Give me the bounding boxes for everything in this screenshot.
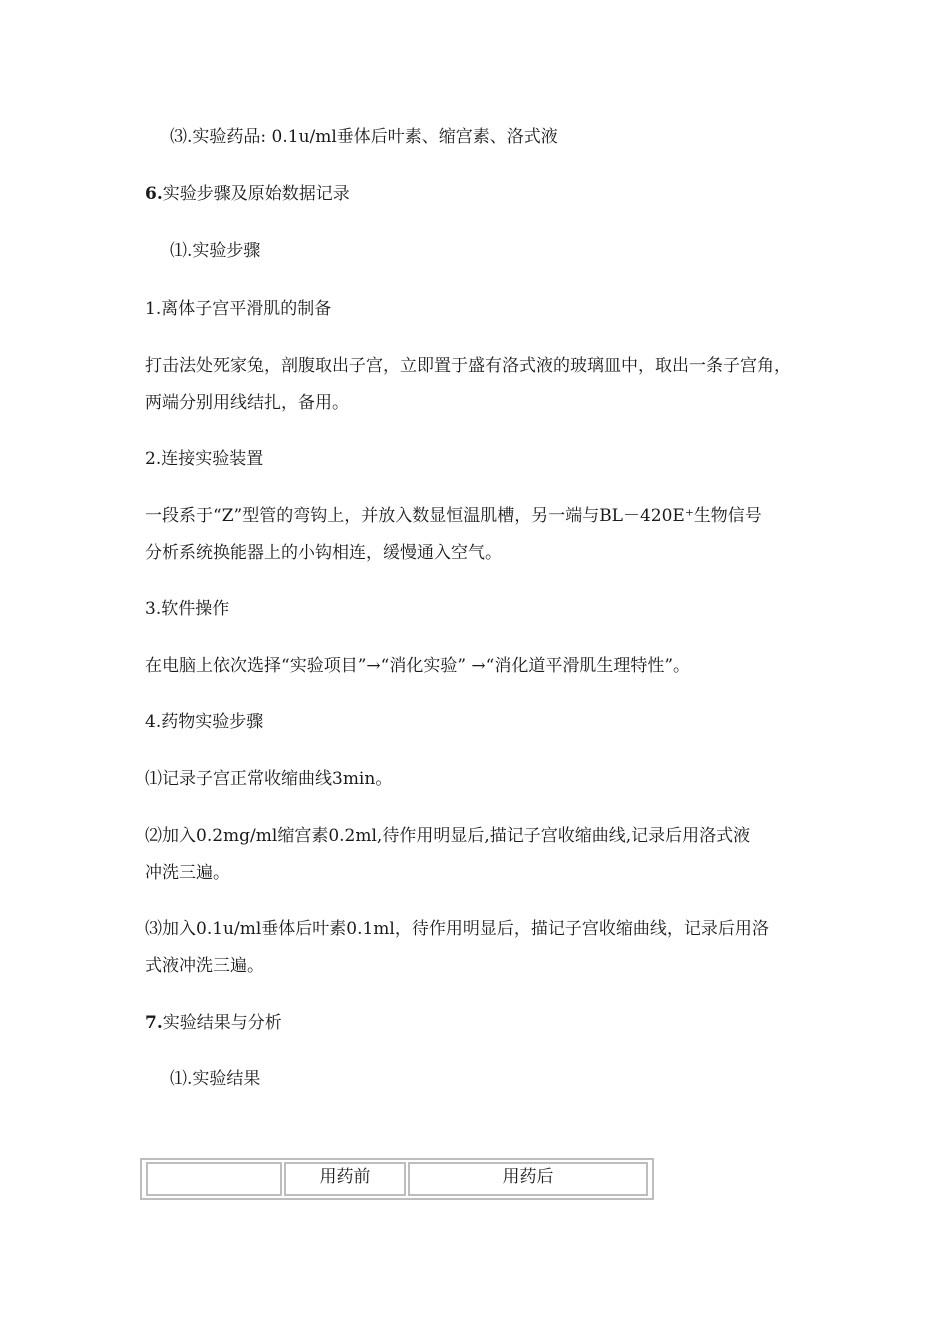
subsection-results: ⑴.实验结果 (170, 1069, 261, 1089)
step-4-title: 4.药物实验步骤 (145, 712, 264, 732)
table-header-blank (146, 1162, 282, 1196)
step-4-item-3-line-1: ⑶加入0.1u/ml垂体后叶素0.1ml，待作用明显后，描记子宫收缩曲线，记录后用洛 (145, 919, 769, 939)
step-2-title: 2.连接实验装置 (145, 449, 264, 469)
step-4-item-1: ⑴记录子宫正常收缩曲线3min。 (145, 769, 393, 789)
step-4-item-2-line-1: ⑵加入0.2mg/ml缩宫素0.2ml,待作用明显后,描记子宫收缩曲线,记录后用洛式液 (145, 826, 751, 846)
table-header-after: 用药后 (408, 1162, 648, 1196)
step-4-item-3-line-2: 式液冲洗三遍。 (145, 956, 264, 976)
step-4-item-2-line-2: 冲洗三遍。 (145, 863, 230, 883)
section-7-title: 实验结果与分析 (162, 1013, 282, 1033)
results-table (140, 1158, 654, 1200)
results-table-grid (144, 1162, 650, 1196)
section-7-heading (145, 1012, 282, 1034)
section-6-heading (145, 183, 350, 205)
step-2-paragraph-line-2: 分析系统换能器上的小钩相连，缓慢通入空气。 (145, 543, 502, 563)
table-header-before: 用药前 (284, 1162, 406, 1196)
section-6-number: 6. (145, 184, 163, 204)
step-1-paragraph-line-1: 打击法处死家兔，剖腹取出子宫，立即置于盛有洛式液的玻璃皿中，取出一条子宫角， (145, 356, 791, 376)
step-2-paragraph-line-1: 一段系于“Z”型管的弯钩上，并放入数显恒温肌槽，另一端与BL－420E⁺生物信号 (145, 506, 762, 526)
table-row (146, 1162, 648, 1196)
subsection-steps: ⑴.实验步骤 (170, 241, 261, 261)
section-7-number: 7. (145, 1013, 163, 1033)
step-3-title: 3.软件操作 (145, 599, 230, 619)
section-6-title: 实验步骤及原始数据记录 (162, 184, 350, 204)
step-3-paragraph: 在电脑上依次选择“实验项目”→“消化实验” →“消化道平滑肌生理特性”。 (145, 656, 691, 676)
step-1-paragraph-line-2: 两端分别用线结扎，备用。 (145, 393, 349, 413)
step-1-title: 1.离体子宫平滑肌的制备 (145, 299, 332, 319)
drugs-line: ⑶.实验药品: 0.1u/ml垂体后叶素、缩宫素、洛式液 (170, 127, 558, 147)
